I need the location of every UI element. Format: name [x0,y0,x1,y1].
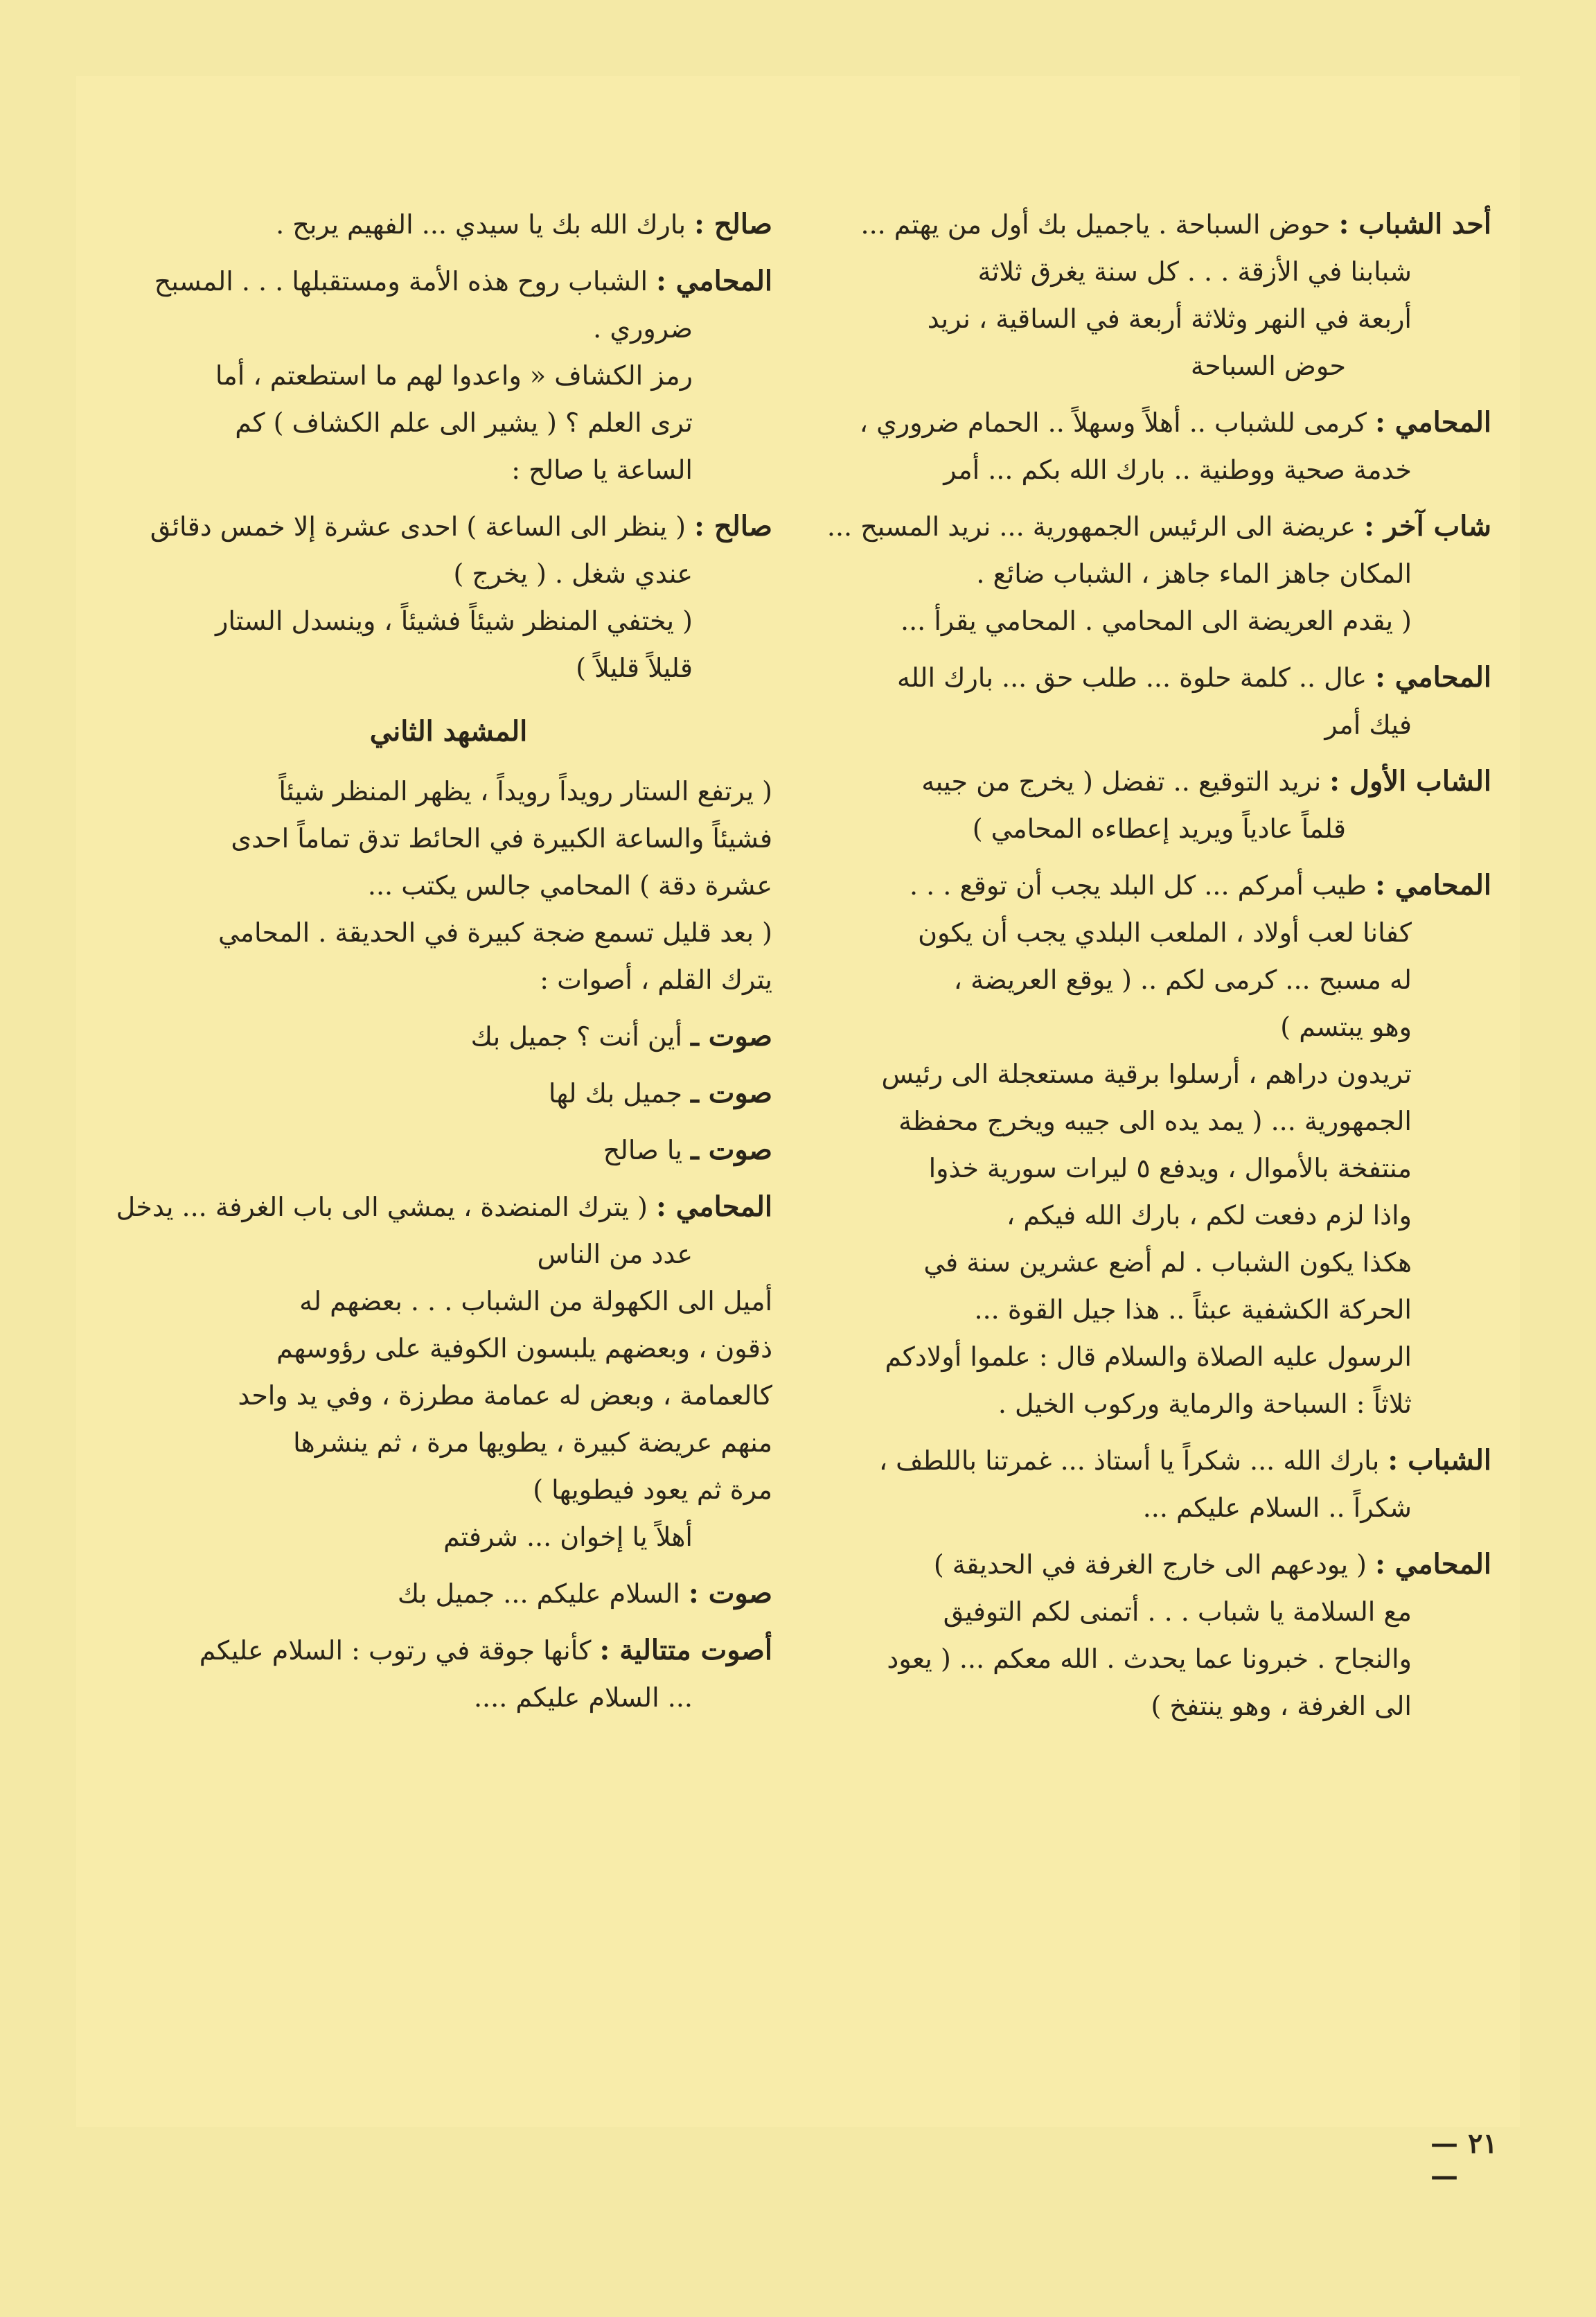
speaker-name: صالح : [694,510,772,543]
line-text: ( يقدم العريضة الى المحامي . المحامي يقرأ ... [901,606,1412,636]
left-column-part-b [116,768,772,1721]
line-text: بارك الله ... شكراً يا أستاذ ... غمرتنا باللطف ، [878,1445,1380,1476]
dialogue-line [125,1127,772,1174]
dialogue-line [844,201,1491,248]
line-text: ( يختفي المنظر شيئاً فشيئاً ، وينسدل الستار [215,606,693,636]
line-text: ( ينظر الى الساعة ) احدى عشرة إلا خمس دقائق [150,511,686,542]
speaker-name: المحامي : [656,265,772,297]
line-text: قليلاً قليلاً ) [576,653,693,683]
speaker-name: الشباب : [1387,1444,1491,1477]
dialogue-line [844,1437,1491,1484]
text-line [844,1286,1491,1333]
text-line [125,815,772,862]
line-text: فيك أمر [1324,710,1412,740]
text-line [844,1588,1491,1635]
line-text: أين أنت ؟ جميل بك [470,1021,682,1052]
text-line [844,1192,1491,1239]
line-text: قلماً عادياً ويريد إعطاءه المحامي ) [972,813,1346,844]
line-text: عشرة دقة ) المحامي جالس يكتب ... [367,870,772,901]
line-text: بارك الله بك يا سيدي ... الفهيم يربح . [276,209,686,240]
line-text: والنجاح . خبرونا عما يحدث . الله معكم ... ( يعود [887,1644,1412,1674]
book-page [76,76,1520,2192]
scene-title: المشهد الثاني [369,715,528,748]
line-text: له مسبح ... كرمى لكم .. ( يوقع العريضة ، [953,964,1412,995]
page-number: — ٢١ — [1430,2127,1498,2192]
line-text: السلام عليكم ... جميل بك [397,1578,680,1609]
line-text: طيب أمركم ... كل البلد يجب أن توقع . . . [909,870,1367,901]
line-text: هكذا يكون الشباب . لم أضع عشرين سنة في [923,1247,1412,1278]
text-line [844,248,1491,295]
text-line [844,1484,1491,1531]
speaker-name: المحامي : [1375,406,1491,439]
text-line [125,1674,772,1721]
text-line [844,1098,1491,1145]
line-text: خدمة صحية ووطنية .. بارك الله بكم ... أمر [943,455,1412,485]
dialogue-line [125,258,772,305]
line-text: عريضة الى الرئيس الجمهورية ... نريد المسبح ... [826,511,1356,542]
line-text: يا صالح [603,1135,682,1165]
line-text: ثلاثاً : السباحة والرماية وركوب الخيل . [998,1389,1412,1419]
text-line [844,1635,1491,1682]
line-text: واذا لزم دفعت لكم ، بارك الله فيكم ، [1006,1200,1412,1231]
line-text: شكراً .. السلام عليكم ... [1142,1492,1412,1523]
dialogue-line [844,399,1491,446]
line-text: أميل الى الكهولة من الشباب . . . بعضهم له [299,1286,772,1316]
text-line [844,1145,1491,1192]
line-text: منتفخة بالأموال ، ويدفع ٥ ليرات سورية خذوا [928,1153,1412,1183]
dialogue-line [125,201,772,248]
speaker-name: الشاب الأول : [1329,765,1491,798]
line-text: وهو يبتسم ) [1280,1012,1412,1042]
line-text: مرة ثم يعود فيطويها ) [533,1474,772,1505]
line-text: ذقون ، وبعضهم يلبسون الكوفية على رؤوسهم [276,1333,772,1364]
line-text: تريدون دراهم ، أرسلوا برقية مستعجلة الى رئيس [881,1059,1412,1089]
line-text: الساعة يا صالح : [511,455,693,485]
line-text: كرمى للشباب .. أهلاً وسهلاً .. الحمام ضروري ، [859,407,1367,438]
line-text: ( يودعهم الى خارج الغرفة في الحديقة ) [933,1549,1367,1580]
text-line [844,1239,1491,1286]
speaker-name: صوت ـ [691,1020,772,1052]
dialogue-line [125,1627,772,1674]
line-text: رمز الكشاف « واعدوا لهم ما استطعتم ، أما [215,360,693,391]
line-text: ترى العلم ؟ ( يشير الى علم الكشاف ) كم [235,407,693,438]
line-text: أهلاً يا إخوان ... شرفتم [443,1522,693,1552]
line-text: أربعة في النهر وثلاثة أربعة في الساقية ، نريد [927,303,1412,334]
line-text: الى الغرفة ، وهو ينتفخ ) [1151,1691,1412,1721]
dialogue-line [844,654,1491,701]
speaker-name: أصوت متتالية : [599,1634,772,1666]
text-line [844,956,1491,1003]
text-line [125,1278,772,1325]
line-text: الجمهورية ... ( يمد يده الى جيبه ويخرج محفظة [898,1106,1412,1136]
text-line [125,1372,772,1419]
dialogue-line [125,1570,772,1617]
text-line [844,909,1491,956]
speaker-name: أحد الشباب : [1338,208,1491,240]
text-line [125,1231,772,1278]
text-line [125,352,772,399]
text-line [125,550,772,597]
line-text: كفانا لعب أولاد ، الملعب البلدي يجب أن يكون [918,917,1412,948]
right-column [826,201,1491,1729]
text-line [844,1003,1491,1050]
text-line [125,956,772,1003]
line-text: حوض السباحة . ياجميل بك أول من يهتم ... [860,209,1331,240]
speaker-name: صوت ـ [691,1134,772,1166]
line-text: شبابنا في الأزقة . . . كل سنة يغرق ثلاثة [977,256,1412,287]
dialogue-line [116,1183,772,1231]
left-column [116,201,772,1721]
dialogue-line [125,503,772,550]
speaker-name: صوت : [689,1577,772,1610]
text-line [844,1682,1491,1729]
text-line [844,1050,1491,1098]
line-text: المكان جاهز الماء جاهز ، الشباب ضائع . [976,558,1412,589]
line-text: نريد التوقيع .. تفضل ( يخرج من جيبه [921,766,1322,797]
text-line [125,862,772,909]
speaker-name: صالح : [694,208,772,240]
text-line [125,399,772,446]
dialogue-line [844,862,1491,909]
dialogue-line [125,1070,772,1117]
line-text: منهم عريضة كبيرة ، يطويها مرة ، ثم ينشرها [293,1427,772,1458]
line-text: كالعمامة ، وبعض له عمامة مطرزة ، وفي يد واحد [238,1380,772,1411]
dialogue-line [125,1013,772,1060]
text-line [125,644,772,691]
text-line [844,550,1491,597]
text-line [125,305,772,352]
dialogue-line [844,758,1491,805]
line-text: ... السلام عليكم .... [473,1682,693,1713]
speaker-name: صوت ـ [691,1077,772,1109]
line-text: الرسول عليه الصلاة والسلام قال : علموا أولادكم [885,1341,1412,1372]
line-text: فشيئاً والساعة الكبيرة في الحائط تدق تماماً احدى [231,823,772,854]
line-text: الشباب روح هذه الأمة ومستقبلها . . . المسبح [154,266,648,297]
line-text: ( يترك المنضدة ، يمشي الى باب الغرفة ... يدخل [116,1192,648,1222]
speaker-name: المحامي : [1375,1548,1491,1580]
dialogue-line [844,1541,1491,1588]
text-line [125,1419,772,1466]
speaker-name: شاب آخر : [1364,510,1491,543]
text-line [844,446,1491,493]
line-text: يترك القلم ، أصوات : [540,964,772,995]
text-line [125,597,772,644]
line-text: عدد من الناس [537,1239,693,1269]
speaker-name: المحامي : [656,1190,772,1223]
line-text: ( بعد قليل تسمع ضجة كبيرة في الحديقة . المحامي [218,917,772,948]
text-line [844,342,1491,389]
speaker-name: المحامي : [1375,869,1491,901]
line-text: ( يرتفع الستار رويداً رويداً ، يظهر المنظر شيئاً [278,776,772,807]
speaker-name: المحامي : [1375,661,1491,694]
text-line [844,805,1491,852]
text-line [125,1513,772,1560]
line-text: عال .. كلمة حلوة ... طلب حق ... بارك الله [896,662,1367,693]
text-line [125,1325,772,1372]
text-line [844,1333,1491,1380]
line-text: مع السلامة يا شباب . . . أتمنى لكم التوفيق [943,1596,1412,1627]
line-text: كأنها جوقة في رتوب : السلام عليكم [199,1635,592,1666]
line-text: جميل بك لها [548,1078,682,1109]
line-text: عندي شغل . ( يخرج ) [453,558,693,589]
text-line [844,701,1491,748]
dialogue-line [826,503,1491,550]
text-line [125,446,772,493]
text-line [844,1380,1491,1427]
left-column-part-a [125,201,772,691]
line-text: ضروري . [593,313,693,344]
line-text: حوض السباحة [1190,351,1346,381]
line-text: الحركة الكشفية عبثاً .. هذا جيل القوة ... [974,1294,1412,1325]
text-line [125,909,772,956]
text-line [125,768,772,815]
text-line [125,1466,772,1513]
text-line [844,597,1491,644]
text-line [844,295,1491,342]
